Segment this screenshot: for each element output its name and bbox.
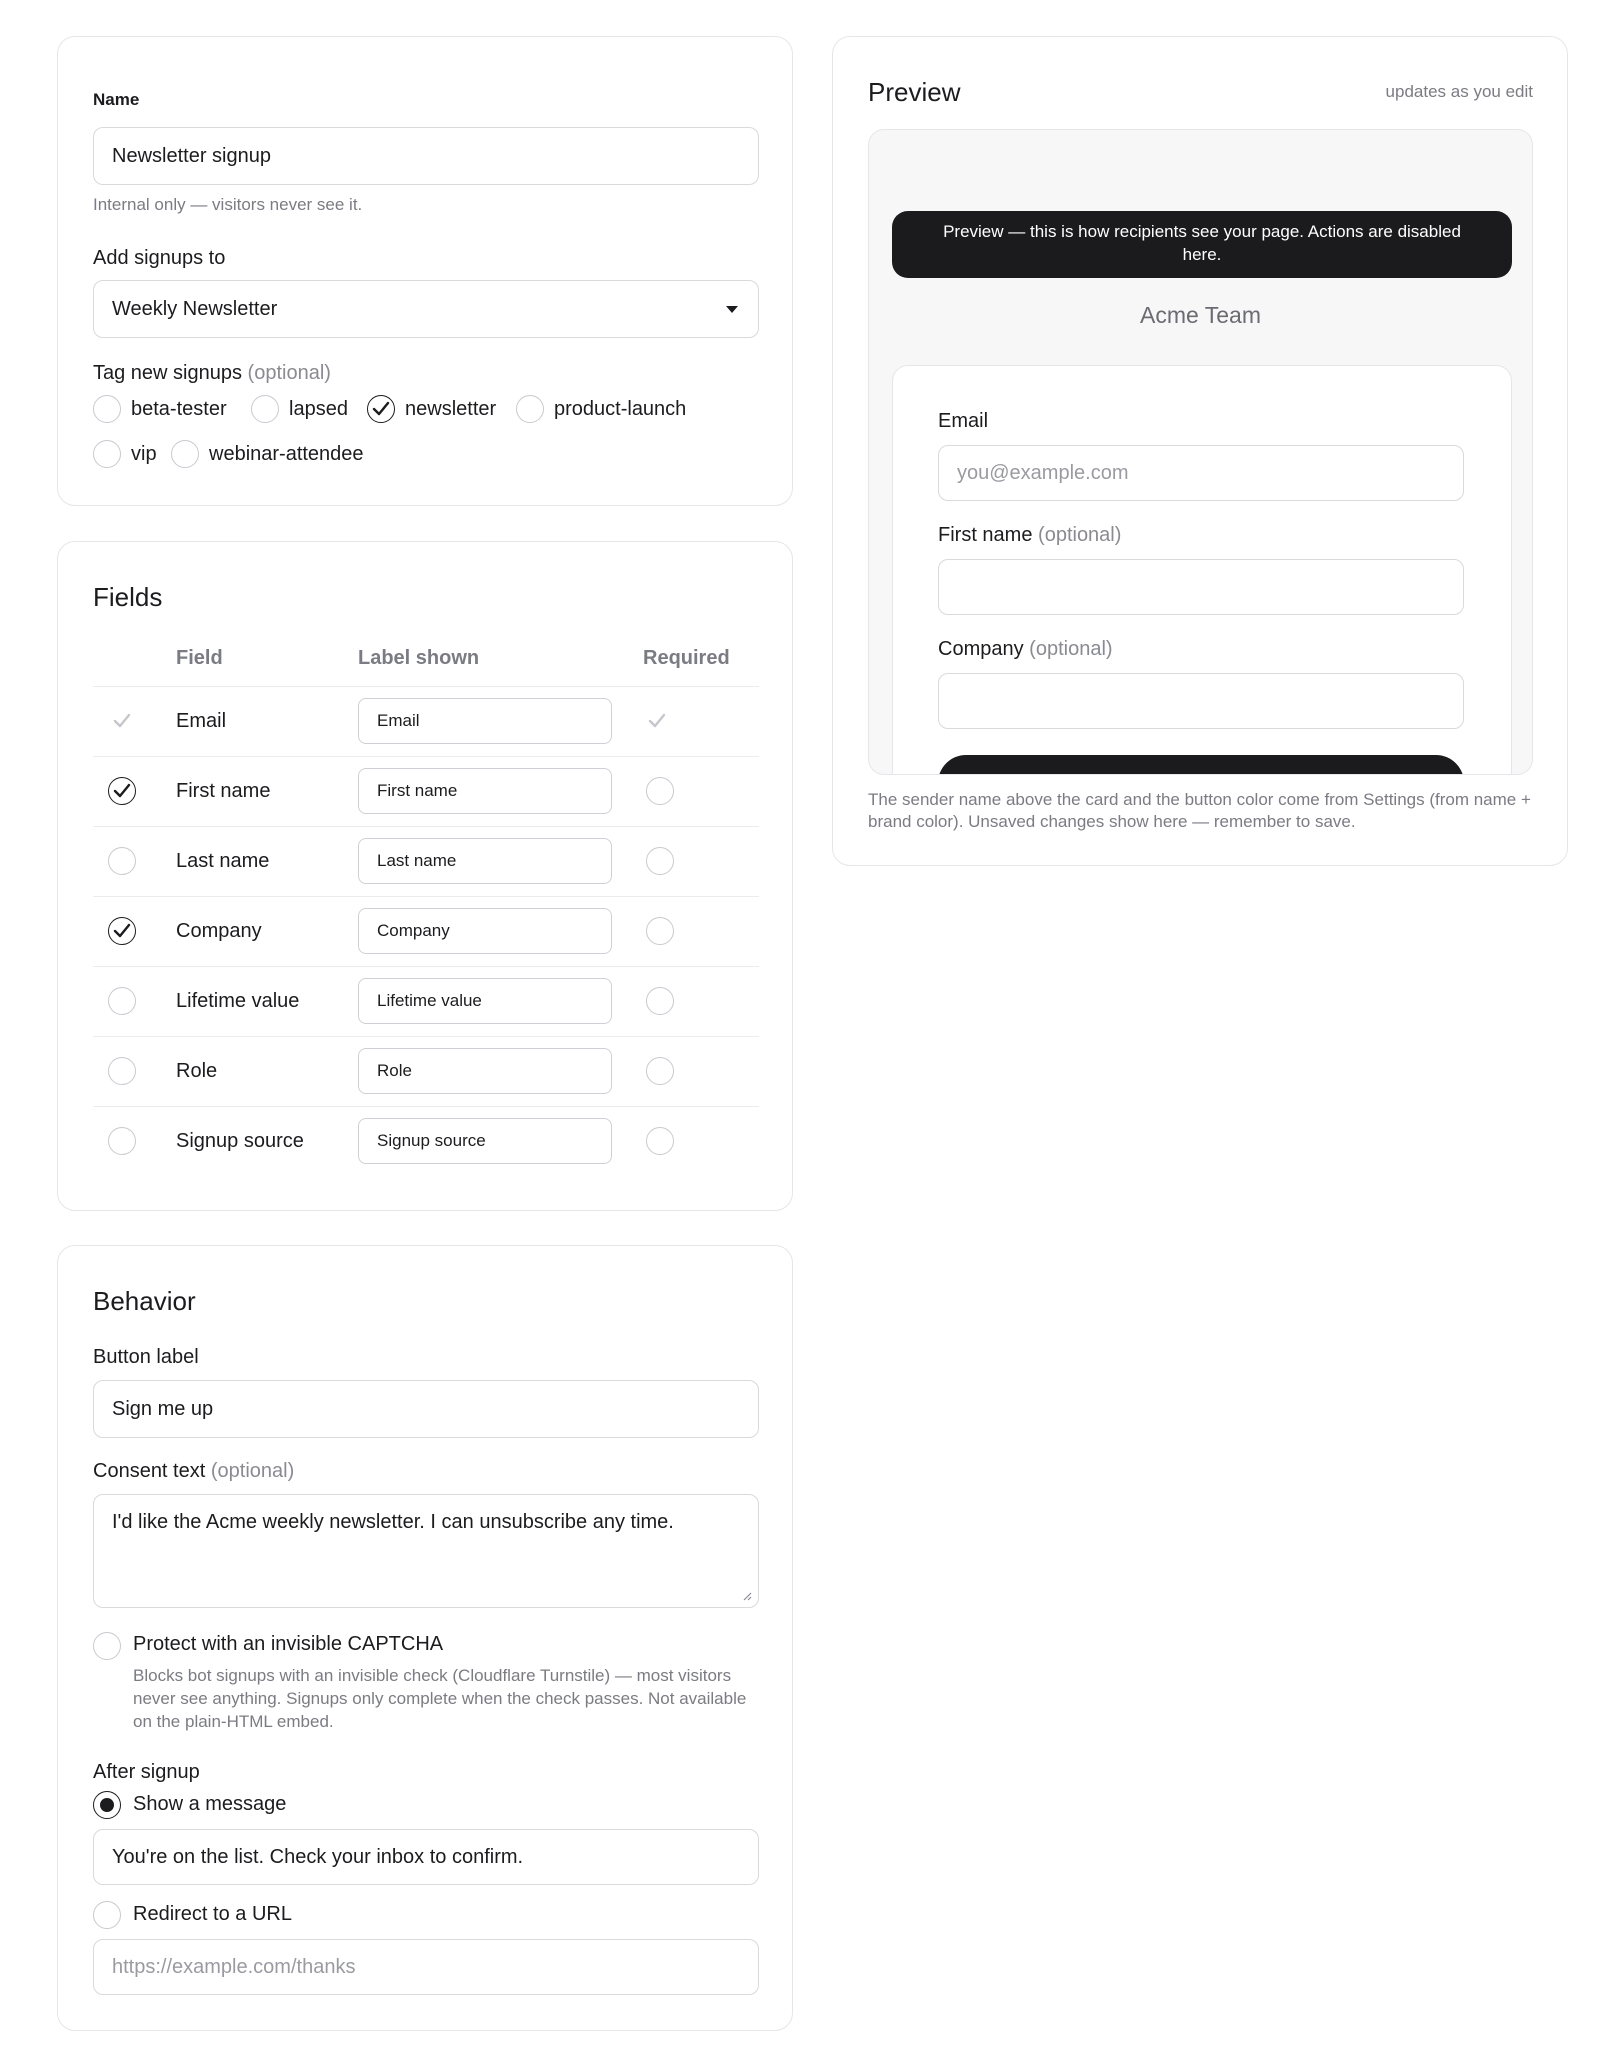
- checkbox-checked[interactable]: [108, 917, 136, 945]
- tag-label: webinar-attendee: [209, 442, 364, 465]
- preview-card: [832, 36, 1568, 866]
- tags-label-text: Tag new signups: [93, 362, 242, 384]
- preview-first-name-label: [938, 524, 1121, 547]
- field-name: First name: [176, 780, 271, 802]
- preview-banner: Preview — this is how recipients see your page. Actions are disabled here.: [892, 211, 1512, 278]
- label-input[interactable]: Role: [358, 1048, 612, 1094]
- field-name: Role: [176, 1060, 218, 1082]
- company-optional: (optional): [1029, 638, 1113, 660]
- label-input[interactable]: Lifetime value: [358, 978, 612, 1024]
- field-name: Company: [176, 920, 262, 942]
- required-locked: [643, 707, 671, 735]
- label-input[interactable]: Company: [358, 908, 612, 954]
- fields-title: Fields: [93, 582, 163, 612]
- behavior-title: Behavior: [93, 1286, 196, 1316]
- first-name-optional: (optional): [1038, 524, 1122, 546]
- signup-form-card: [892, 365, 1512, 775]
- list-select[interactable]: [93, 280, 759, 338]
- redirect-url-input[interactable]: https://example.com/thanks: [93, 1939, 759, 1995]
- label-input[interactable]: First name: [358, 768, 612, 814]
- name-hint: Internal only — visitors never see it.: [93, 195, 363, 214]
- show-message-radio[interactable]: [93, 1791, 121, 1819]
- preview-title: Preview: [868, 77, 961, 107]
- tag-vip[interactable]: [93, 439, 157, 469]
- general-card: [57, 36, 793, 506]
- button-label-input[interactable]: Sign me up: [93, 1380, 759, 1438]
- preview-submit-button: [938, 755, 1464, 775]
- checkbox[interactable]: [171, 440, 199, 468]
- first-name-text: First name: [938, 524, 1033, 546]
- checkbox-locked: [108, 707, 136, 735]
- redirect-radio[interactable]: [93, 1901, 121, 1929]
- captcha-hint: Blocks bot signups with an invisible check (Cloudflare Turnstile) — most visitors never see anything. Signups only complete when the check passes. Not available on the plain-HTML embed.: [133, 1666, 747, 1731]
- checkbox[interactable]: [108, 987, 136, 1015]
- checkbox-checked[interactable]: [367, 395, 395, 423]
- check-icon: [113, 783, 131, 799]
- list-select-value: Weekly Newsletter: [112, 297, 278, 320]
- tag-label: newsletter: [405, 397, 497, 420]
- col-required: Required: [643, 647, 730, 669]
- checkbox[interactable]: [108, 847, 136, 875]
- checkbox[interactable]: [93, 395, 121, 423]
- button-label-label: Button label: [93, 1346, 199, 1368]
- captcha-checkbox[interactable]: [93, 1632, 121, 1660]
- preview-email-label: Email: [938, 410, 989, 432]
- required-checkbox[interactable]: [646, 1057, 674, 1085]
- tag-webinar-attendee[interactable]: [171, 439, 364, 469]
- preview-company-label: [938, 638, 1113, 661]
- required-checkbox[interactable]: [646, 917, 674, 945]
- list-label: Add signups to: [93, 247, 226, 269]
- sender-name: Acme Team: [1139, 302, 1261, 328]
- preview-first-name-input: [938, 559, 1464, 615]
- tag-product-launch[interactable]: [516, 394, 686, 424]
- preview-company-input: [938, 673, 1464, 729]
- tag-label: vip: [131, 442, 157, 465]
- field-name: Signup source: [176, 1130, 304, 1152]
- checkbox[interactable]: [516, 395, 544, 423]
- checkbox[interactable]: [93, 440, 121, 468]
- company-text: Company: [938, 638, 1024, 660]
- required-checkbox[interactable]: [646, 1127, 674, 1155]
- label-input[interactable]: Signup source: [358, 1118, 612, 1164]
- col-label: Label shown: [358, 647, 480, 669]
- preview-email-input: you@example.com: [938, 445, 1464, 501]
- preview-frame: [868, 129, 1533, 775]
- field-name: Email: [176, 710, 227, 732]
- required-checkbox[interactable]: [646, 987, 674, 1015]
- required-checkbox[interactable]: [646, 777, 674, 805]
- message-input[interactable]: You're on the list. Check your inbox to confirm.: [93, 1829, 759, 1885]
- preview-subtitle: updates as you edit: [1385, 82, 1533, 101]
- tag-newsletter[interactable]: [367, 394, 496, 424]
- field-name: Lifetime value: [176, 990, 300, 1012]
- checkbox-checked[interactable]: [108, 777, 136, 805]
- resize-handle-icon[interactable]: [742, 1591, 752, 1601]
- after-signup-label: After signup: [93, 1761, 200, 1783]
- tags-label: [93, 362, 331, 385]
- check-icon: [113, 923, 131, 939]
- checkbox[interactable]: [108, 1057, 136, 1085]
- field-name: Last name: [176, 850, 270, 872]
- col-field: Field: [176, 647, 223, 669]
- name-input[interactable]: Newsletter signup: [93, 127, 759, 185]
- consent-textarea[interactable]: [93, 1494, 759, 1608]
- tag-label: beta-tester: [131, 397, 227, 420]
- tag-label: lapsed: [289, 397, 348, 420]
- check-icon: [372, 401, 390, 417]
- required-checkbox[interactable]: [646, 847, 674, 875]
- behavior-card: [57, 1245, 793, 2031]
- consent-optional: (optional): [210, 1460, 295, 1482]
- consent-label: [93, 1460, 294, 1483]
- check-icon: [113, 713, 131, 729]
- tag-beta-tester[interactable]: [93, 394, 227, 424]
- chevron-down-icon: [726, 306, 738, 313]
- preview-footnote: The sender name above the card and the button color come from Settings (from name + brand color). Unsaved changes show here — remember to save.: [868, 790, 1531, 831]
- show-message-label: Show a message: [133, 1793, 287, 1815]
- label-input[interactable]: Email: [358, 698, 612, 744]
- tags-optional: (optional): [247, 362, 331, 384]
- check-icon: [648, 713, 666, 729]
- tag-label: product-launch: [554, 397, 687, 420]
- consent-label-text: Consent text: [93, 1460, 206, 1482]
- consent-text: I'd like the Acme weekly newsletter. I can unsubscribe any time.: [112, 1511, 674, 1533]
- captcha-label: Protect with an invisible CAPTCHA: [133, 1633, 444, 1655]
- fields-card: [57, 541, 793, 1211]
- redirect-label: Redirect to a URL: [133, 1903, 292, 1925]
- label-input[interactable]: Last name: [358, 838, 612, 884]
- checkbox[interactable]: [108, 1127, 136, 1155]
- name-label: Name: [93, 90, 140, 109]
- tag-lapsed[interactable]: [251, 394, 348, 424]
- checkbox[interactable]: [251, 395, 279, 423]
